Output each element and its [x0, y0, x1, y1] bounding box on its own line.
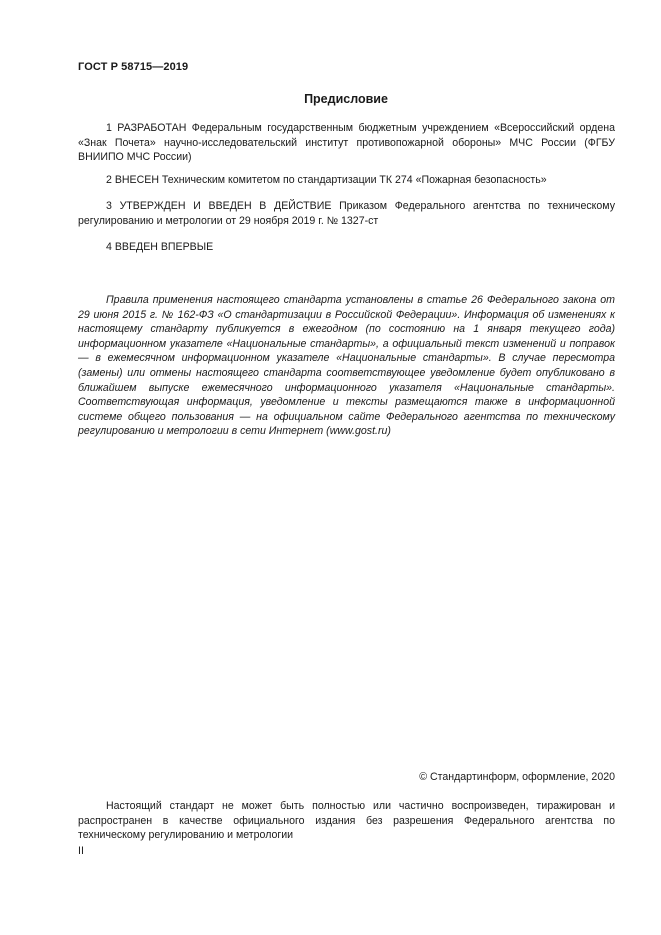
- page-title: Предисловие: [304, 92, 388, 106]
- foreword-item-4: 4 ВВЕДЕН ВПЕРВЫЕ: [106, 241, 214, 253]
- foreword-item-2: 2 ВНЕСЕН Техническим комитетом по стандартизации ТК 274 «Пожарная безопасность»: [106, 174, 547, 186]
- foreword-item-1: 1 РАЗРАБОТАН Федеральным государственным бюджетным учреждением «Всероссийский ордена «Знак Почета» научно-исследовательский институт противопожарной обороны» МЧС России (ФГБУ ВНИИПО МЧС России): [78, 122, 615, 164]
- document-code: ГОСТ Р 58715—2019: [78, 61, 189, 73]
- copyright-line: © Стандартинформ, оформление, 2020: [419, 771, 615, 783]
- page-number: II: [78, 845, 84, 857]
- foreword-item-3: 3 УТВЕРЖДЕН И ВВЕДЕН В ДЕЙСТВИЕ Приказом Федерального агентства по техническому регулированию и метрологии от 29 ноября 2019 г. № 1327-ст: [78, 200, 615, 227]
- reproduction-notice: Настоящий стандарт не может быть полностью или частично воспроизведен, тиражирован и распространен в качестве официального издания без разрешения Федерального агентства по техническому регулированию и метрологии: [78, 800, 615, 842]
- standard-application-notice: Правила применения настоящего стандарта установлены в статье 26 Федерального закона от 29 июня 2015 г. № 162-ФЗ «О стандартизации в Российской Федерации». Информация об изменениях к настоящему стандарту публикуется в ежегодном (по состоянию на 1 января текущего года) информационном указателе «Национальные стандарты», а официальный текст изменений и поправок — в ежемесячном информационном указателе «Национальные стандарты». В случае пересмотра (замены) или отмены настоящего стандарта соответствующее уведомление будет опубликовано в ближайшем выпуске ежемесячного информационного указателя «Национальные стандарты». Соответствующая информация, уведомление и тексты размещаются также в информационной системе общего пользования — на официальном сайте Федерального агентства по техническому регулированию и метрологии в сети Интернет (www.gost.ru): [78, 294, 615, 438]
